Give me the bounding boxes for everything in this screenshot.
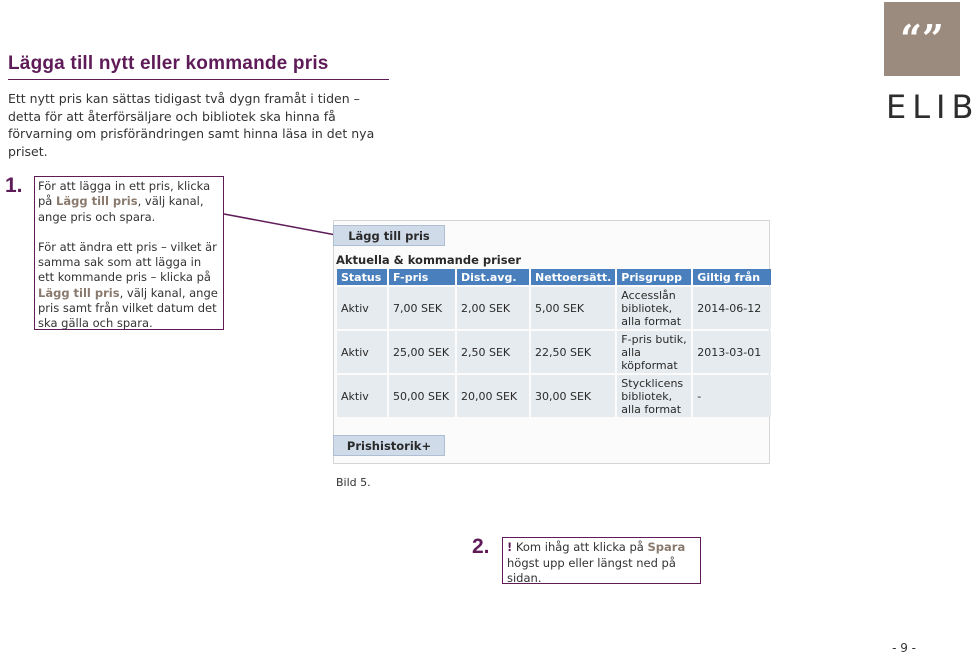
- step-2-emphasis: Spara: [647, 540, 686, 554]
- table-row: [337, 375, 771, 417]
- table-cell: 2,00 SEK: [457, 287, 529, 329]
- table-cell: 2,50 SEK: [457, 331, 529, 373]
- column-header[interactable]: Prisgrupp: [617, 269, 691, 285]
- step-1-emphasis: Lägg till pris: [38, 285, 120, 300]
- table-cell: Aktiv: [337, 287, 387, 329]
- quote-logo-icon: “”: [884, 2, 960, 76]
- table-cell: 5,00 SEK: [531, 287, 615, 329]
- column-header[interactable]: Dist.avg.: [457, 269, 529, 285]
- step-1-text: , välj kanal, ange pris och spara.: [38, 194, 204, 224]
- price-table-heading: Aktuella & kommande priser: [336, 253, 522, 267]
- price-table: [335, 267, 773, 419]
- table-cell: Accesslån bibliotek, alla format: [617, 287, 691, 329]
- table-cell: 50,00 SEK: [389, 375, 455, 417]
- table-cell: Stycklicens bibliotek, alla format: [617, 375, 691, 417]
- page-number: - 9 -: [892, 641, 916, 655]
- step-1-text: , välj kanal, ange pris samt från vilket datum det ska gälla och spara.: [38, 285, 218, 331]
- step-2-text: Kom ihåg att klicka på: [512, 540, 648, 554]
- intro-paragraph: Ett nytt pris kan sättas tidigast två dygn framåt i tiden – detta för att återförsäljare och bibliotek ska hinna få förvarning om prisförändringen samt hinna läsa in det nya priset.: [8, 91, 375, 159]
- table-cell: -: [693, 375, 771, 417]
- step-2-number: 2.: [472, 535, 490, 558]
- table-cell: 30,00 SEK: [531, 375, 615, 417]
- figure-caption: Bild 5.: [336, 476, 371, 489]
- step-1-text: För att lägga in ett pris, klicka på: [38, 179, 211, 209]
- step-2-exclamation: !: [507, 540, 513, 554]
- table-cell: 2013-03-01: [693, 331, 771, 373]
- step-2-box: [502, 537, 701, 584]
- table-cell: 20,00 SEK: [457, 375, 529, 417]
- add-price-button[interactable]: Lägg till pris: [333, 225, 445, 246]
- table-row: [337, 287, 771, 329]
- table-cell: Aktiv: [337, 375, 387, 417]
- table-cell: 25,00 SEK: [389, 331, 455, 373]
- table-row: [337, 331, 771, 373]
- table-cell: Aktiv: [337, 331, 387, 373]
- column-header[interactable]: Nettoersätt.: [531, 269, 615, 285]
- column-header[interactable]: F-pris: [389, 269, 455, 285]
- table-cell: F-pris butik, alla köpformat: [617, 331, 691, 373]
- table-cell: 7,00 SEK: [389, 287, 455, 329]
- table-header-row: [337, 269, 771, 285]
- column-header[interactable]: Status: [337, 269, 387, 285]
- step-2-text: högst upp eller längst ned på sidan.: [507, 555, 676, 585]
- table-cell: 2014-06-12: [693, 287, 771, 329]
- page-title: Lägga till nytt eller kommande pris: [8, 53, 329, 74]
- table-cell: 22,50 SEK: [531, 331, 615, 373]
- elib-logo: ELIB: [886, 88, 979, 126]
- step-1-number: 1.: [5, 174, 23, 197]
- price-history-button[interactable]: Prishistorik+: [333, 435, 445, 456]
- step-1-emphasis: Lägg till pris: [56, 194, 138, 209]
- step-1-text: För att ändra ett pris – vilket är samma sak som att lägga in ett kommande pris – klicka på: [38, 239, 217, 285]
- column-header[interactable]: Giltig från: [693, 269, 771, 285]
